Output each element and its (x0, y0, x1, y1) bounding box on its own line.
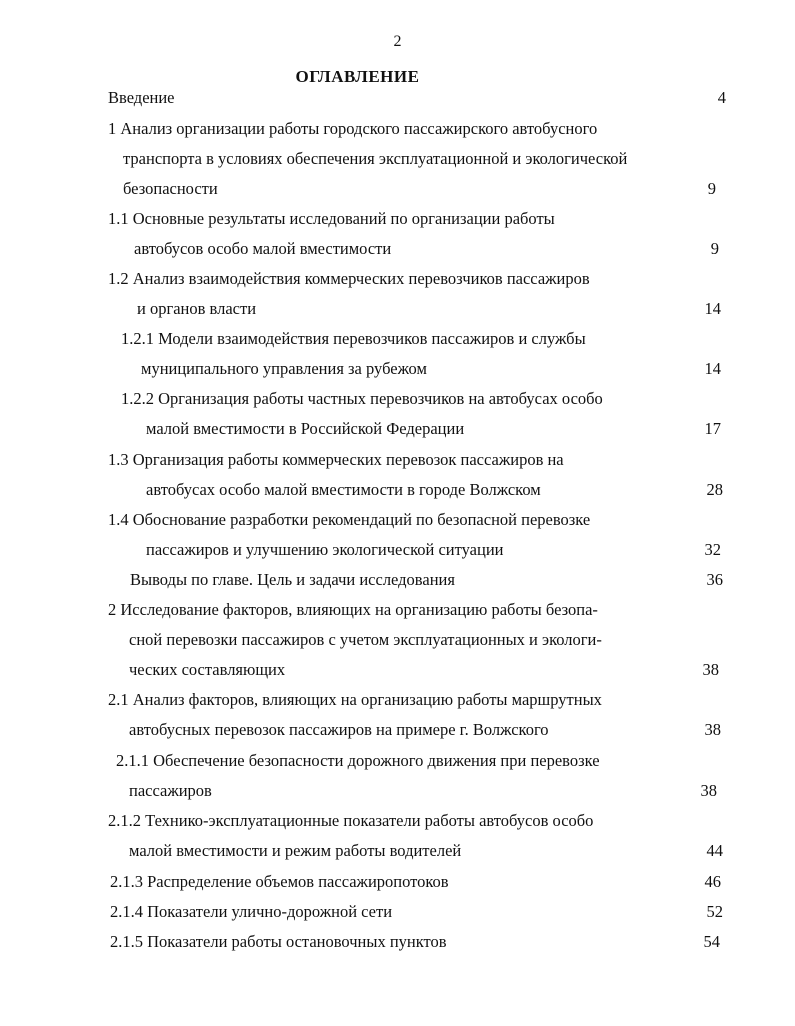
toc-entry-line: сной перевозки пассажиров с учетом эксплуатационных и экологи- (129, 630, 602, 649)
toc-entry-line: Выводы по главе. Цель и задачи исследования (130, 570, 455, 589)
toc-entry-page: 9 (710, 239, 719, 258)
toc-entry-page: 14 (704, 359, 721, 378)
toc-entry-page: 44 (706, 841, 723, 860)
toc-entry-line: 1.1 Основные результаты исследований по организации работы (108, 209, 555, 228)
toc-entry-line: муниципального управления за рубежом (141, 359, 427, 378)
toc-entry-line: безопасности (123, 179, 218, 198)
toc-entry-page: 4 (717, 88, 726, 107)
toc-entry-page: 32 (704, 540, 721, 559)
toc-entry-line: 2.1.1 Обеспечение безопасности дорожного движения при перевозке (116, 751, 600, 770)
toc-entry-page: 52 (706, 902, 723, 921)
toc-entry-line: 2 Исследование факторов, влияющих на организацию работы безопа- (108, 600, 598, 619)
toc-entry-line: 1.3 Организация работы коммерческих перевозок пассажиров на (108, 450, 564, 469)
toc-entry-line: 2.1.3 Распределение объемов пассажиропотоков (110, 872, 449, 891)
toc-entry-page: 38 (700, 781, 717, 800)
toc-entry-line: и органов власти (137, 299, 257, 318)
toc-entry-line: 1 Анализ организации работы городского пассажирского автобусного (108, 119, 598, 138)
toc-entry-page: 36 (706, 570, 723, 589)
toc-entry-page: 38 (702, 660, 719, 679)
toc-entry-line: 1.2.2 Организация работы частных перевозчиков на автобусах особо (121, 389, 603, 408)
toc-entry-line: автобусных перевозок пассажиров на примере г. Волжского (129, 720, 549, 739)
toc-entry-line: 2.1 Анализ факторов, влияющих на организацию работы маршрутных (108, 690, 602, 709)
toc-entry-page: 38 (704, 720, 721, 739)
toc-entry-line: 2.1.4 Показатели улично-дорожной сети (110, 902, 393, 921)
toc-entry-line: 2.1.2 Технико-эксплуатационные показатели работы автобусов особо (108, 811, 594, 830)
toc-entry-line: 1.4 Обоснование разработки рекомендаций по безопасной перевозке (108, 510, 591, 529)
toc-entry-page: 9 (707, 179, 716, 198)
toc-entry-page: 28 (706, 480, 723, 499)
toc-entry-line: 1.2.1 Модели взаимодействия перевозчиков пассажиров и службы (121, 329, 586, 348)
toc-entry-page: 14 (704, 299, 721, 318)
toc-entry-line: малой вместимости и режим работы водителей (129, 841, 462, 860)
toc-entry-line: малой вместимости в Российской Федерации (146, 419, 465, 438)
toc-entry-line: 1.2 Анализ взаимодействия коммерческих перевозчиков пассажиров (108, 269, 590, 288)
toc-entry-line: автобусов особо малой вместимости (134, 239, 392, 258)
toc-entry-page: 54 (703, 932, 720, 951)
toc-title: ОГЛАВЛЕНИЕ (295, 67, 420, 86)
toc-entry-line: пассажиров (129, 781, 212, 800)
toc-entry-line: автобусах особо малой вместимости в городе Волжском (146, 480, 541, 499)
toc-entry-line: пассажиров и улучшению экологической ситуации (146, 540, 504, 559)
toc-entry-line: транспорта в условиях обеспечения эксплуатационной и экологической (123, 149, 628, 168)
toc-entry-page: 17 (704, 419, 721, 438)
page-number: 2 (393, 33, 402, 50)
toc-entry-line: Введение (108, 88, 175, 107)
toc-entry-line: ческих составляющих (129, 660, 286, 679)
toc-entry-page: 46 (704, 872, 721, 891)
toc-entry-line: 2.1.5 Показатели работы остановочных пунктов (110, 932, 447, 951)
